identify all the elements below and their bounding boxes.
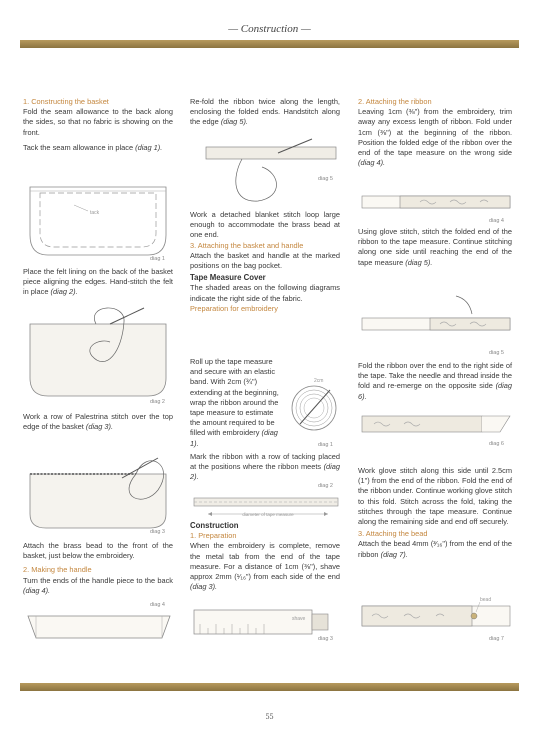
- paragraph: Fold the seam allowance to the back along the sides, so that no fabric is showing on the front.: [23, 107, 173, 137]
- paragraph: Leaving 1cm (⅜") from the embroidery, trim away any excess length of ribbon. Fold under 1cm (⅜") at the beginning of the ribbon. Position the folded edge of the ribbon over the end of the tape measure on the wrong side (diag 4).: [358, 107, 512, 168]
- column-1d: [23, 541, 173, 596]
- diagram-caption: diag 5: [489, 350, 504, 356]
- header-rule: [20, 40, 519, 48]
- diagram-label-2cm: 2cm: [314, 378, 324, 384]
- column-3: [358, 97, 512, 168]
- paragraph: Mark the ribbon with a row of tacking placed at the positions where the ribbon meets (diag 2).: [190, 452, 340, 482]
- paragraph: Attach the bead 4mm (³⁄₁₆") from the end of the ribbon (diag 7).: [358, 539, 512, 559]
- diagram-label-diameter: diameter of tape measure: [242, 512, 294, 517]
- diagram-caption: diag 7: [489, 636, 504, 642]
- column-3d: [358, 466, 512, 560]
- paragraph: Work a row of Palestrina stitch over the top edge of the basket (diag 3).: [23, 412, 173, 432]
- page-number: 55: [265, 712, 274, 721]
- diagram-caption: diag 2: [318, 483, 333, 489]
- section-heading: 1. Constructing the basket: [23, 97, 109, 106]
- column-2c: [190, 357, 280, 449]
- section-heading: 2. Making the handle: [23, 565, 92, 575]
- paragraph: Attach the basket and handle at the marked positions on the bag pocket.: [190, 250, 340, 271]
- diagram-glove-stitch: [360, 294, 512, 344]
- diagram-basket-tack: [26, 183, 174, 265]
- diagram-handle: [26, 612, 172, 642]
- diagram-caption: diag 1: [318, 442, 333, 448]
- paragraph: Turn the ends of the handle piece to the back (diag 4).: [23, 575, 173, 595]
- section-heading: 1. Preparation: [190, 531, 237, 541]
- paragraph: Tack the seam allowance in place (diag 1).: [23, 142, 163, 152]
- paragraph: Place the felt lining on the back of the basket piece aligning the edges. Hand-stitch the felt in place (diag 2).: [23, 267, 173, 297]
- paragraph: When the embroidery is complete, remove the metal tab from the end of the tape measure. For a distance of 1cm (⅜"), shave approx 2mm (¹⁄₁₆") from each side of the end (diag 3).: [190, 541, 340, 592]
- column-1c: [23, 412, 173, 432]
- diagram-caption: diag 3: [318, 636, 333, 642]
- diagram-palestrina-stitch: [26, 444, 174, 530]
- diagram-ribbon-tacking: [192, 494, 340, 520]
- paragraph: The shaded areas on the following diagrams indicate the right side of the fabric.: [190, 283, 340, 303]
- column-1b: [23, 267, 173, 298]
- section-heading: 3. Attaching the bead: [358, 529, 428, 539]
- column-2e: [190, 521, 340, 592]
- section-heading: Tape Measure Cover: [190, 273, 266, 283]
- diagram-caption: diag 5: [318, 176, 333, 182]
- column-3c: [358, 361, 512, 402]
- diagram-bead: [360, 592, 512, 636]
- diagram-felt-lining: [26, 302, 174, 400]
- paragraph: Re-fold the ribbon twice along the length, enclosing the folded ends. Handstitch along the edge (diag 5).: [190, 97, 340, 127]
- column-1: [23, 97, 173, 153]
- diagram-ribbon-handle: [192, 137, 340, 207]
- diagram-caption: diag 6: [489, 441, 504, 447]
- section-heading: Preparation for embroidery: [190, 303, 278, 313]
- diagram-caption: diag 4: [489, 218, 504, 224]
- diagram-caption: diag 1: [150, 256, 165, 262]
- diagram-ribbon-fold: [360, 190, 512, 216]
- diagram-label-bead: bead: [480, 597, 492, 603]
- diagram-ribbon-over-end: [360, 412, 512, 442]
- paragraph: Attach the brass bead to the front of the basket, just below the embroidery.: [23, 541, 173, 561]
- column-2d: [190, 452, 340, 483]
- diagram-tape-measure-roll: [284, 368, 344, 448]
- section-heading: Construction: [190, 521, 239, 530]
- paragraph: Roll up the tape measure and secure with an elastic band. With 2cm (¾") extending at the beginning, wrap the ribbon around the tape measure to estimate the amount required to be filled with embroidery (diag 1).: [190, 357, 279, 448]
- column-2: [190, 97, 340, 128]
- diagram-caption: diag 2: [150, 399, 165, 405]
- section-heading: 2. Attaching the ribbon: [358, 97, 432, 106]
- section-heading: 3. Attaching the basket and handle: [190, 240, 304, 250]
- diagram-caption: diag 3: [150, 529, 165, 535]
- paragraph: Using glove stitch, stitch the folded end of the ribbon to the tape measure. Continue stitching along one side until reaching the end of the tape measure (diag 5).: [358, 227, 512, 267]
- diagram-tape-shave: [192, 608, 340, 638]
- column-2b: [190, 210, 340, 314]
- diagram-label-tack: tack: [90, 210, 100, 216]
- paragraph: Work a detached blanket stitch loop large enough to accommodate the brass bead at one end.: [190, 210, 340, 240]
- paragraph: Fold the ribbon over the end to the right side of the tape. Take the needle and thread inside the fold and re-emerge on the opposite side (diag 6).: [358, 361, 512, 401]
- diagram-label-shave: shave: [292, 616, 306, 622]
- column-3b: [358, 227, 512, 268]
- diagram-caption: diag 4: [150, 602, 165, 608]
- footer-rule: [20, 683, 519, 691]
- paragraph: Work glove stitch along this side until 2.5cm (1") from the end of the ribbon. Fold the end of the ribbon under. Continue working glove stitch to this fold. Stitch across the fold, taking the stitches through the tape measure. Continue along the remaining side and end off securely.: [358, 466, 512, 527]
- page-header-title: — Construction —: [228, 23, 311, 35]
